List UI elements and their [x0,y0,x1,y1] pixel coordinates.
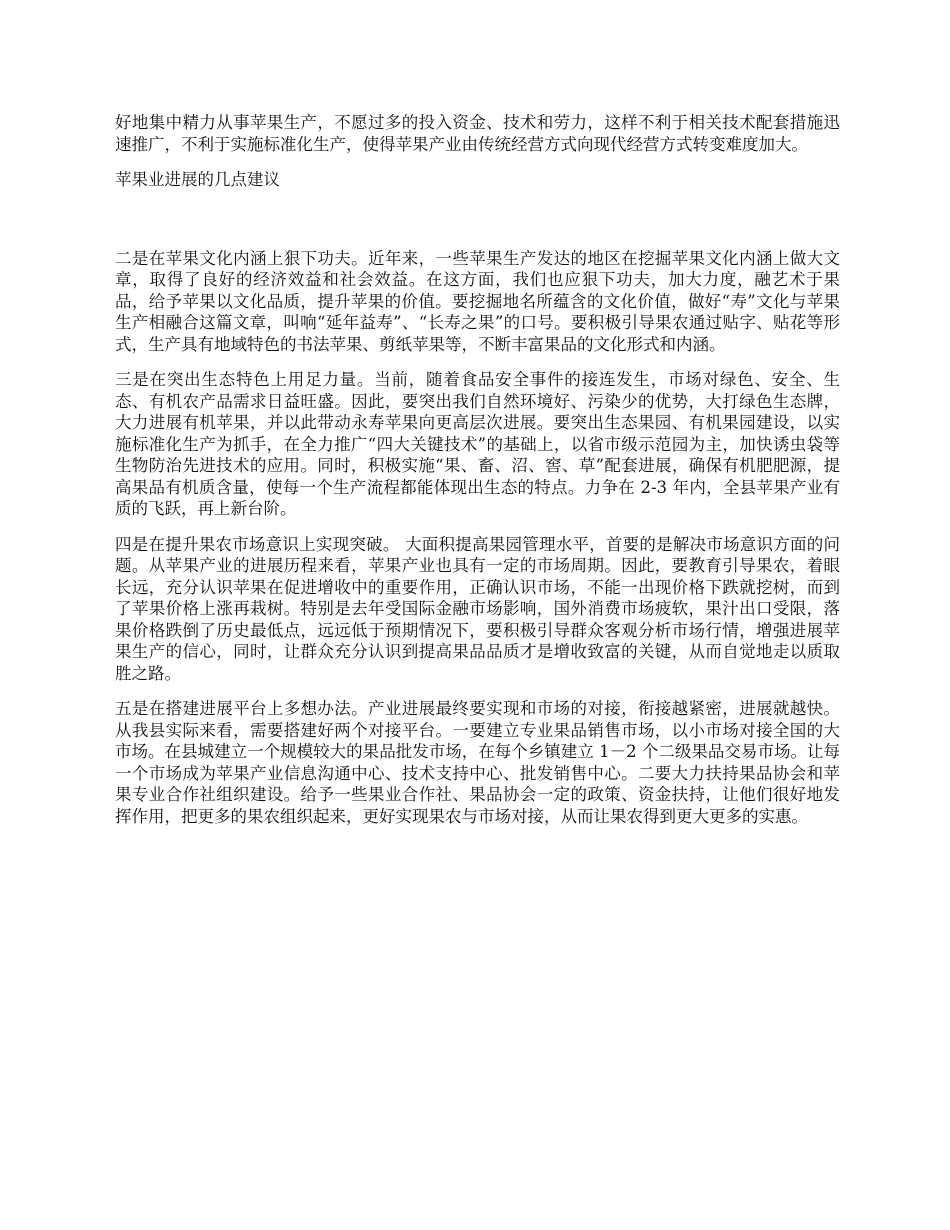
section-heading: 苹果业进展的几点建议 [115,170,280,189]
paragraph-market-awareness: 四是在提升果农市场意识上实现突破。 大面积提高果园管理水平，首要的是解决市场意识方面的问题。从苹果产业的进展历程来看，苹果产业也具有一定的市场周期。因此，要教育引导果农，着眼长远，充分认识苹果在促进增收中的重要作用，正确认识市场，不能一出现价格下跌就挖树，而到了苹果价格上涨再栽树。特别是去年受国际金融市场影响，国外消费市场疲软，果汁出口受限，落果价格跌倒了历史最低点，远远低于预期情况下，要积极引导群众客观分析市场行情，增强进展苹果生产的信心，同时，让群众充分认识到提高果品品质才是增收致富的关键，从而自觉地走以质取胜之路。 [115,534,840,683]
paragraph-culture: 二是在苹果文化内涵上狠下功夫。近年来，一些苹果生产发达的地区在挖掘苹果文化内涵上做大文章，取得了良好的经济效益和社会效益。在这方面，我们也应狠下功夫，加大力度，融艺术于果品，给予苹果以文化品质，提升苹果的价值。要挖掘地名所蕴含的文化价值，做好“寿”文化与苹果生产相融合这篇文章，叫响“延年益寿”、“长寿之果”的口号。要积极引导果农通过贴字、贴花等形式，生产具有地域特色的书法苹果、剪纸苹果等，不断丰富果品的文化形式和内涵。 [115,248,840,354]
document-page [115,112,840,841]
blank-gap [115,205,840,248]
paragraph-ecology: 三是在突出生态特色上用足力量。当前，随着食品安全事件的接连发生，市场对绿色、安全、生态、有机农产品需求日益旺盛。因此，要突出我们自然环境好、污染少的优势，大打绿色生态牌，大力进展有机苹果，并以此带动永寿苹果向更高层次进展。要突出生态果园、有机果园建设，以实施标准化生产为抓手，在全力推广“四大关键技术”的基础上，以省市级示范园为主，加快诱虫袋等生物防治先进技术的应用。同时，积极实施“果、畜、沼、窖、草”配套进展，确保有机肥肥源，提高果品有机质含量，使每一个生产流程都能体现出生态的特点。力争在 2-3 年内，全县苹果产业有质的飞跃，再上新台阶。 [115,370,840,518]
paragraph-platform: 五是在搭建进展平台上多想办法。产业进展最终要实现和市场的对接，衔接越紧密，进展就越快。从我县实际来看，需要搭建好两个对接平台。一要建立专业果品销售市场，以小市场对接全国的大市场。在县城建立一个规模较大的果品批发市场，在每个乡镇建立 1－2 个二级果品交易市场。让每一个市场成为苹果产业信息沟通中心、技术支持中心、批发销售中心。二要大力扶持果品协会和苹果专业合作社组织建设。给予一些果业合作社、果品协会一定的政策、资金扶持，让他们很好地发挥作用，把更多的果农组织起来，更好实现果农与市场对接，从而让果农得到更大更多的实惠。 [115,699,840,826]
intro-paragraph: 好地集中精力从事苹果生产，不愿过多的投入资金、技术和劳力，这样不利于相关技术配套措施迅速推广，不利于实施标准化生产，使得苹果产业由传统经营方式向现代经营方式转变难度加大。 [115,113,840,154]
